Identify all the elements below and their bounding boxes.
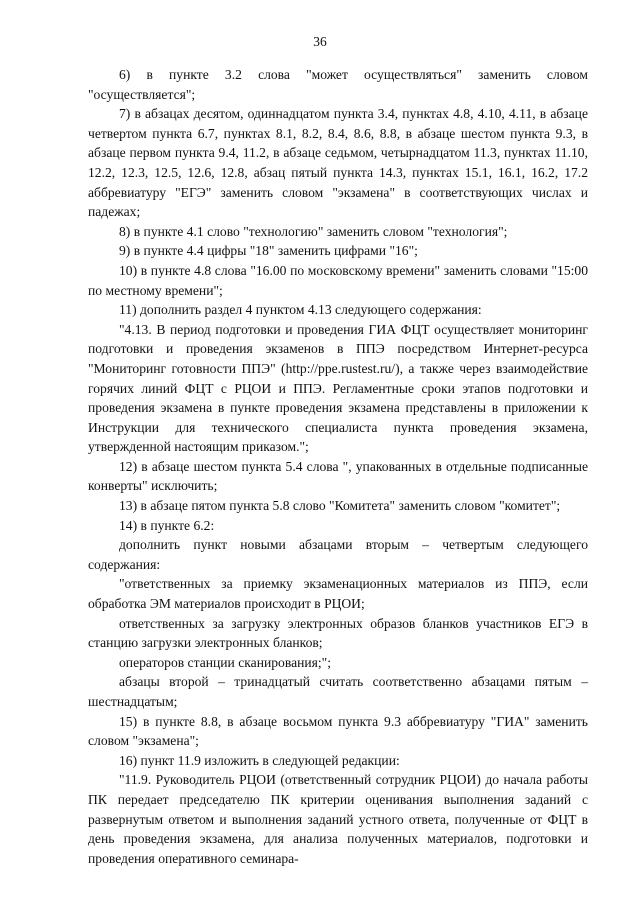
- paragraph-item-14: 14) в пункте 6.2:: [119, 517, 215, 533]
- paragraph-item-14-sub-5: абзацы второй – тринадцатый считать соответственно абзацами пятым – шестнадцатым;: [88, 674, 588, 709]
- paragraph-item-8: 8) в пункте 4.1 слово "технологию" заменить словом "технология";: [119, 223, 508, 239]
- paragraph-quote-4-13: "4.13. В период подготовки и проведения ГИА ФЦТ осуществляет мониторинг подготовки и проведения экзаменов в ППЭ посредством Интернет-ресурса "Мониторинг готовности ППЭ" (http://ppe.rustest.ru/), а также через взаимодействие горячих линий ФЦТ с РЦОИ и ППЭ. Регламентные сроки этапов подготовки и проведения экзамена в пункте проведения экзамена представлены в приложении к Инструкции для технического специалиста пункта проведения экзамена, утвержденной настоящим приказом.";: [88, 321, 588, 455]
- paragraph-item-13: 13) в абзаце пятом пункта 5.8 слово "Комитета" заменить словом "комитет";: [119, 498, 561, 514]
- paragraph-item-14-sub-3: ответственных за загрузку электронных образов бланков участников ЕГЭ в станцию загрузки электронных бланков;: [88, 615, 588, 651]
- paragraph-quote-11-9: "11.9. Руководитель РЦОИ (ответственный сотрудник РЦОИ) до начала работы ПК передает председателю ПК критерии оценивания выполнения заданий с развернутым ответом и выполнения заданий устного ответа, полученные от ФЦТ в день проведения экзамена, для анализа полученных материалов, подготовки и проведения оперативного семинара-: [88, 772, 588, 866]
- paragraph-item-15: 15) в пункте 8.8, в абзаце восьмом пункта 9.3 аббревиатуру "ГИА" заменить словом "экзамена";: [88, 713, 588, 749]
- paragraph-item-9: 9) в пункте 4.4 цифры "18" заменить цифрами "16";: [119, 243, 418, 259]
- paragraph-item-16: 16) пункт 11.9 изложить в следующей редакции:: [119, 752, 400, 768]
- paragraph-item-10: 10) в пункте 4.8 слова "16.00 по московскому времени" заменить словами "15:00 по местному времени";: [88, 262, 588, 298]
- paragraph-item-14-sub-1: дополнить пункт новыми абзацами вторым – четвертым следующего содержания:: [88, 537, 588, 572]
- paragraph-item-11: 11) дополнить раздел 4 пунктом 4.13 следующего содержания:: [119, 302, 482, 318]
- paragraph-item-6: 6) в пункте 3.2 слова "может осуществляться" заменить словом "осуществляется";: [88, 67, 588, 102]
- document-body: [88, 65, 588, 868]
- page-number: 36: [313, 34, 327, 49]
- paragraph-item-14-sub-4: операторов станции сканирования;";: [119, 654, 332, 670]
- paragraph-item-14-sub-2: "ответственных за приемку экзаменационных материалов из ППЭ, если обработка ЭМ материалов происходит в РЦОИ;: [88, 576, 588, 612]
- paragraph-item-7: 7) в абзацах десятом, одиннадцатом пункта 3.4, пунктах 4.8, 4.10, 4.11, в абзаце четвертом пункта 6.7, пунктах 8.1, 8.2, 8.4, 8.6, 8.8, в абзаце шестом пункта 9.3, в абзаце первом пункта 9.4, 11.2, в абзаце седьмом, четырнадцатом 11.3, пунктах 11.10, 12.2, 12.3, 12.5, 12.6, 12.8, абзац пятый пункта 14.3, пунктах 15.1, 16.1, 16.2, 17.2 аббревиатуру "ЕГЭ" заменить словом "экзамена" в соответствующих числах и падежах;: [88, 106, 588, 220]
- paragraph-item-12: 12) в абзаце шестом пункта 5.4 слова ", упакованных в отдельные подписанные конверты" исключить;: [88, 458, 588, 494]
